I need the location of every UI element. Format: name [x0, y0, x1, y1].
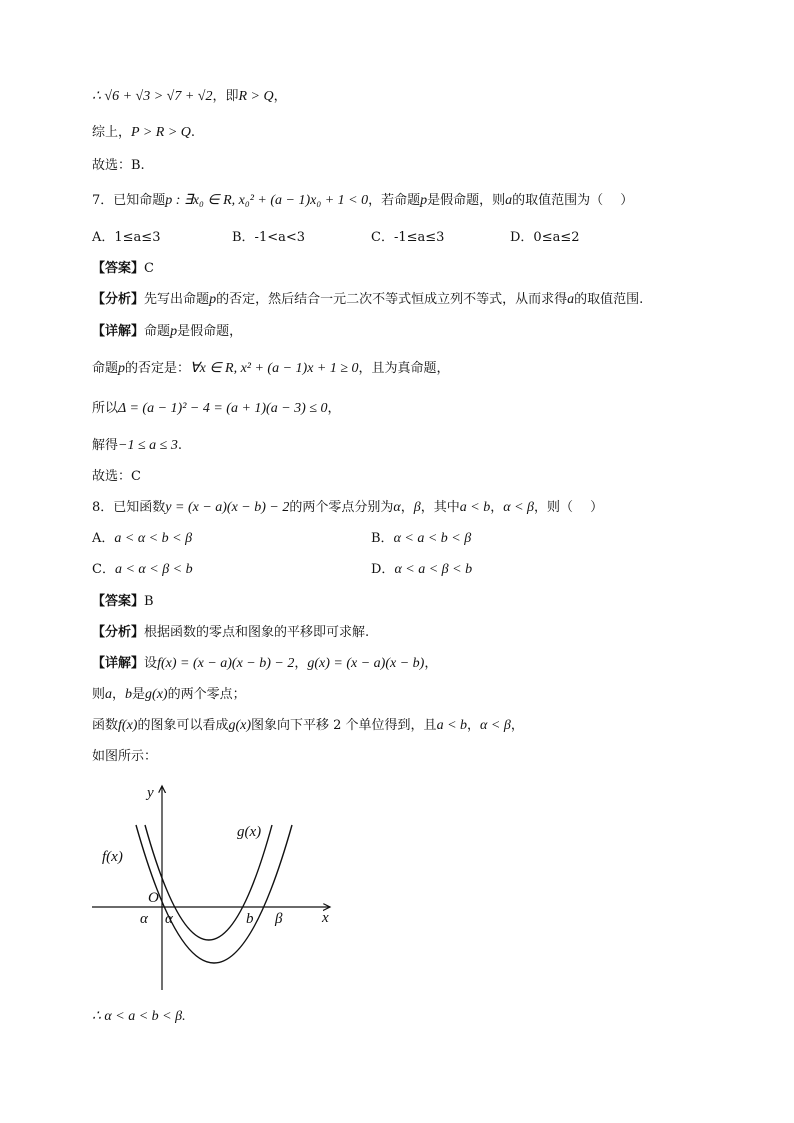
- conclusion-line: ∴ α < a < b < β.: [92, 1009, 186, 1024]
- origin-label: O: [148, 890, 159, 906]
- b-label: b: [246, 911, 254, 927]
- analysis-line: 【 分析 】 根据函数的零点和图象的平移即可求解.: [92, 624, 369, 642]
- text-line: 解得−1 ≤ a ≤ 3.: [92, 438, 182, 453]
- question-7: 7．已知命题p : ∃x₀ ∈ R, x₀² + (a − 1)x₀ + 1 < 0，若命题p是假命题，则a的取值范围为（ ）: [92, 193, 634, 208]
- x-axis-label: x: [322, 910, 329, 926]
- text-line: 所以Δ = (a − 1)² − 4 = (a + 1)(a − 3) ≤ 0，: [92, 401, 341, 416]
- text-line: 故选：B.: [92, 158, 145, 173]
- y-axis-label: y: [147, 785, 154, 801]
- g-label: g(x): [237, 824, 262, 840]
- answer-line: 【 答案 】 B: [92, 593, 154, 611]
- option-b: B．-1<a<3: [232, 230, 306, 245]
- option-d: D．0≤a≤2: [510, 230, 580, 245]
- analysis-line: 【 分析 】 先写出命题p的否定，然后结合一元二次不等式恒成立列不等式，从而求得a的取值范围.: [92, 291, 643, 309]
- text-line: 函数f(x)的图象可以看成g(x)图象向下平移 2 个单位得到，且a < b，α < β，: [92, 718, 524, 733]
- detail-line: 【 详解 】 设f(x) = (x − a)(x − b) − 2，g(x) = (x − a)(x − b)，: [92, 655, 437, 673]
- math-expression: ∴ √6 + √3 > √7 + √2: [92, 89, 213, 104]
- alpha-label: α: [140, 911, 148, 927]
- answer-line: 【 答案 】 C: [92, 260, 154, 278]
- option-a: A．a < α < b < β: [92, 531, 193, 546]
- question-8: 8．已知函数y = (x − a)(x − b) − 2的两个零点分别为α，β，其中a < b，α < β，则（ ）: [92, 500, 604, 515]
- text-line: 命题p的否定是：∀x ∈ R, x² + (a − 1)x + 1 ≥ 0，且为真命题，: [92, 361, 450, 376]
- option-c: C．a < α < β < b: [92, 562, 193, 577]
- text-line: 则a，b是g(x)的两个零点；: [92, 687, 246, 702]
- text-line: 综上，P > R > Q.: [92, 125, 196, 140]
- option-c: C．-1≤a≤3: [371, 230, 445, 245]
- detail-line: 【 详解 】 命题p是假命题，: [92, 323, 242, 341]
- option-a: A．1≤a≤3: [92, 230, 161, 245]
- text-line: 如图所示：: [92, 749, 158, 764]
- text-line: ∴ √6 + √3 > √7 + √2，即R > Q，: [92, 89, 287, 104]
- option-b: B．α < a < b < β: [371, 531, 472, 546]
- beta-label: β: [275, 911, 283, 927]
- parabola-graph: [92, 780, 342, 995]
- option-d: D．α < a < β < b: [371, 562, 473, 577]
- text-line: 故选：C: [92, 469, 141, 484]
- f-label: f(x): [102, 849, 123, 865]
- a-label: α: [165, 911, 173, 927]
- f-curve: [136, 825, 292, 963]
